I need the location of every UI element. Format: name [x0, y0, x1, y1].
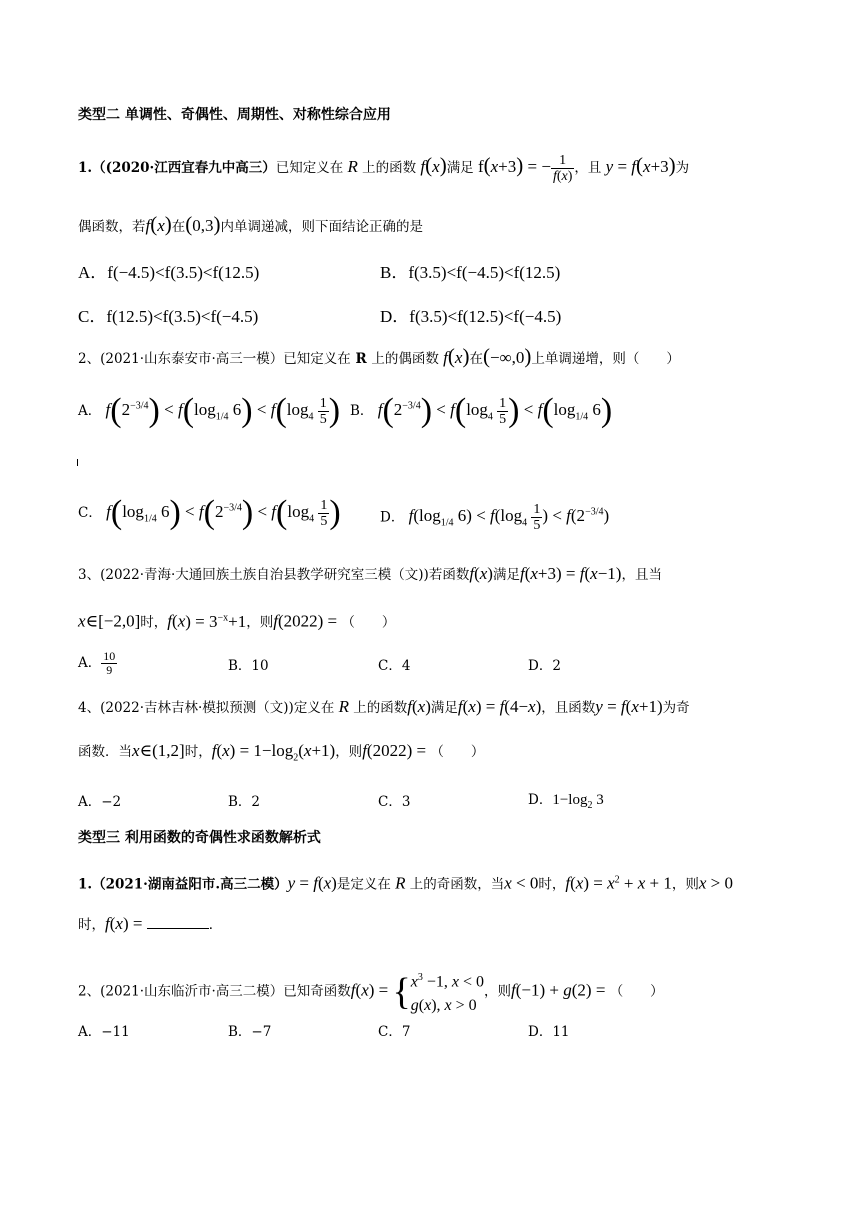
question-5-line-2: 时，f(x) = ． [78, 914, 223, 933]
option-b[interactable]: B．10 [228, 658, 269, 674]
question-5-line-1: 1.（2021·湖南益阳市.高三二模）y = f(x)是定义在 R 上的奇函数，当x < 0时，$f(x) = x^2 + x + 1$，则x > 0 [78, 873, 733, 893]
piecewise-definition: $x^3 -1$, x < 0 g(x), x > 0 [410, 972, 485, 1015]
question-source: 3、(2022·青海·大通回族土族自治县教学研究室三模（文)) [78, 567, 429, 583]
option-c[interactable]: C．4 [378, 658, 411, 674]
fraction: $\frac{1}{f(x)}$ [552, 153, 573, 184]
margin-mark [77, 459, 78, 466]
option-b[interactable]: B．−7 [228, 1024, 272, 1040]
option-c[interactable]: C．3 [378, 794, 411, 810]
option-a[interactable]: A． $f(2^{-3/4}) < f(\log_{1/4}$ $6) < f(\log_4$ $\frac{1}{5}$ ) [78, 392, 341, 429]
option-a[interactable]: A． $\frac{10}{9}$ [78, 649, 116, 677]
option-c[interactable]: C． $f(\log_{1/4}$ $6) < f(2^{-3/4}) < f(\log_4$ $\frac{1}{5}$ ) [78, 494, 341, 531]
question-1-line-2: 偶函数，若f(x)在(0,3)内单调递减，则下面结论正确的是 [78, 212, 424, 236]
option-a[interactable]: A．f(−4.5)<f(3.5)<f(12.5) [78, 263, 260, 282]
question-source: 2、(2021·山东泰安市·高三一模） [78, 351, 284, 367]
option-a[interactable]: A．−11 [78, 1024, 130, 1040]
option-a[interactable]: A．−2 [78, 794, 122, 810]
option-d[interactable]: D．2 [528, 658, 561, 674]
option-d[interactable]: D．$1-\log_2$ 3 [528, 792, 604, 811]
question-4-line-2: 函数．当x∈(1,2]时，$f(x) = 1-\log_2(x+1)$，则f(2022) = （ ） [78, 741, 485, 764]
question-source: 2、(2021·山东临沂市·高三二模） [78, 983, 284, 1000]
option-d[interactable]: D．f(3.5)<f(12.5)<f(−4.5) [380, 307, 562, 326]
answer-blank[interactable] [147, 914, 209, 929]
question-6-line-1: 2、(2021·山东临沂市·高三二模）已知奇函数f(x) = { $x^3 -1$, x < 0 g(x), x > 0 ，则f(−1) + g(2) = （ ） [78, 966, 664, 1018]
option-d[interactable]: D． $f(\log_{1/4}$ $6) < f(\log_4$ $\frac{1}{5}$ ) < $f(2^{-3/4})$ [380, 502, 610, 533]
question-source: 1.（2021·湖南益阳市.高三二模） [78, 876, 288, 893]
option-b[interactable]: B． $f(2^{-3/4}) < f(\log_4$ $\frac{1}{5}$ ) < $f(\log_{1/4}$ 6) [350, 392, 613, 429]
option-b[interactable]: B．2 [228, 794, 261, 810]
option-b[interactable]: B．f(3.5)<f(−4.5)<f(12.5) [380, 263, 561, 282]
question-3-line-2: x∈[−2,0]时，$f(x) = 3^{-x}+1$，则f(2022) = （ ） [78, 611, 396, 631]
option-c[interactable]: C．f(12.5)<f(3.5)<f(−4.5) [78, 307, 259, 326]
question-2-line-1: 2、(2021·山东泰安市·高三一模）已知定义在 R 上的偶函数 f(x)在(−∞,0)上单调递增，则（ ） [78, 344, 680, 368]
question-1-line-1: 1.（(2020·江西宜春九中高三）已知定义在 R 上的函数 f(x)满足 f(x+3) = − $\frac{1}{f(x)}$ ，且 y = f(x+3)为 [78, 153, 690, 184]
section-title: 类型二 单调性、奇偶性、周期性、对称性综合应用 [78, 107, 391, 123]
question-4-line-1: 4、(2022·吉林吉林·模拟预测（文))定义在 R 上的函数f(x)满足f(x) = f(4−x)，且函数y = f(x+1)为奇 [78, 697, 690, 716]
option-c[interactable]: C．7 [378, 1024, 411, 1040]
question-3-line-1: 3、(2022·青海·大通回族土族自治县教学研究室三模（文))若函数f(x)满足f(x+3) = f(x−1)，且当 [78, 564, 662, 583]
question-source: 1.（(2020·江西宜春九中高三） [78, 160, 276, 176]
question-source: 4、(2022·吉林吉林·模拟预测（文)) [78, 700, 294, 716]
option-d[interactable]: D．11 [528, 1024, 570, 1040]
section-title: 类型三 利用函数的奇偶性求函数解析式 [78, 830, 321, 846]
